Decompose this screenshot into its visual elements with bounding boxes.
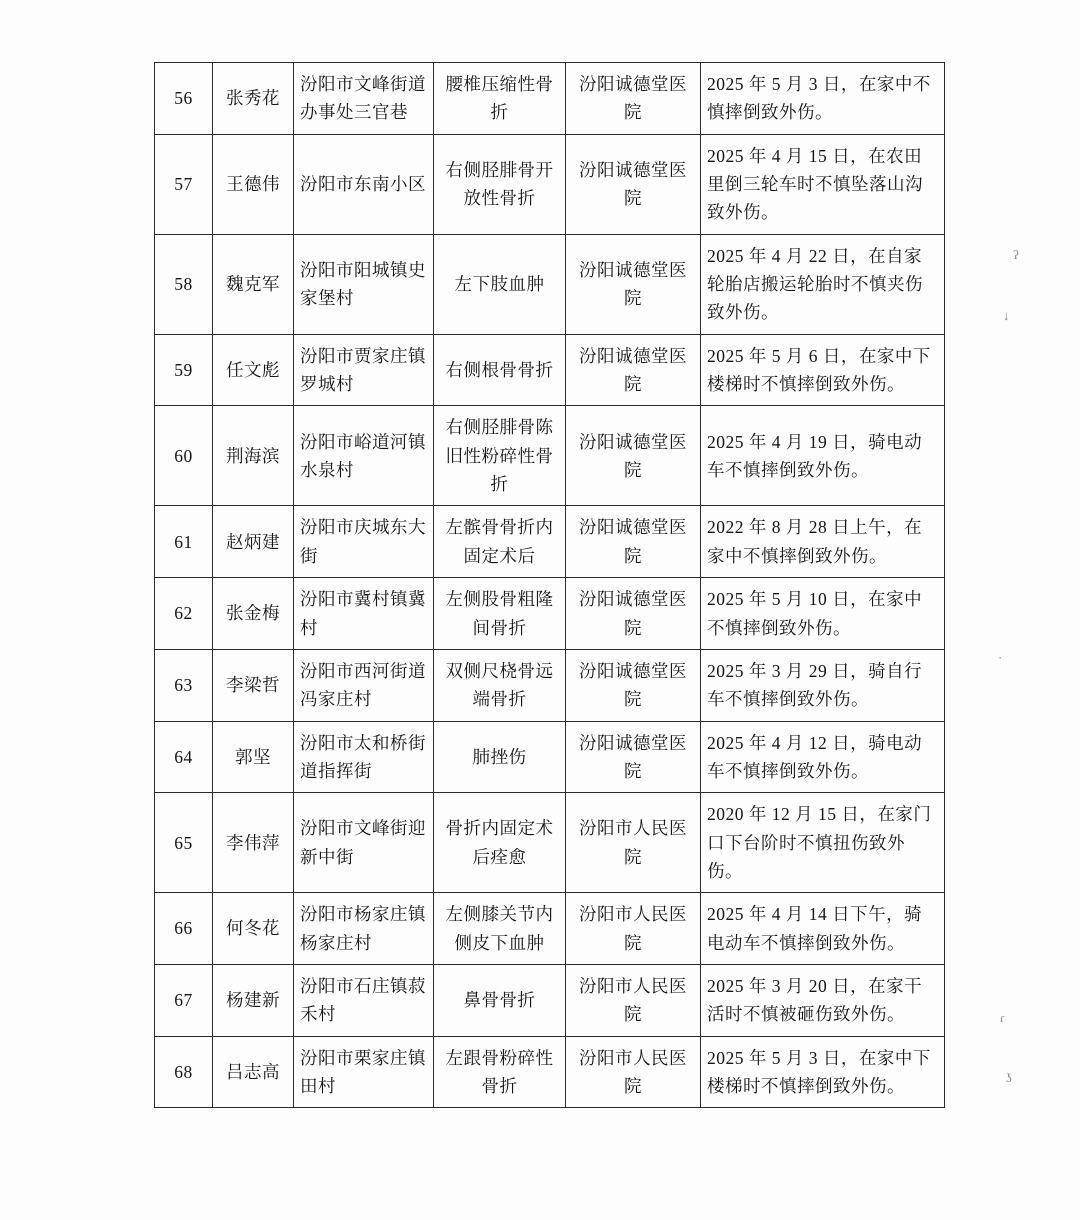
row-name-cell: 魏克军 [213,234,294,334]
row-hospital-cell: 汾阳诚德堂医院 [566,134,701,234]
row-description-cell: 2025 年 4 月 15 日，在农田里倒三轮车时不慎坠落山沟致外伤。 [701,134,945,234]
row-index-cell: 65 [155,793,213,893]
row-description-cell: 2025 年 4 月 19 日，骑电动车不慎摔倒致外伤。 [701,406,945,506]
table-row [155,578,945,650]
row-address-cell: 汾阳市西河街道冯家庄村 [294,649,434,721]
table-body [155,63,945,1108]
row-address-cell: 汾阳市庆城东大街 [294,506,434,578]
row-address-cell: 汾阳市杨家庄镇杨家庄村 [294,893,434,965]
row-name-cell: 任文彪 [213,334,294,406]
row-index-cell: 64 [155,721,213,793]
row-diagnosis-cell: 右侧胫腓骨开放性骨折 [434,134,566,234]
row-index-cell: 60 [155,406,213,506]
row-index-cell: 66 [155,893,213,965]
row-address-cell: 汾阳市东南小区 [294,134,434,234]
table-row [155,649,945,721]
row-name-cell: 李伟萍 [213,793,294,893]
row-diagnosis-cell: 鼻骨骨折 [434,964,566,1036]
row-diagnosis-cell: 左跟骨粉碎性骨折 [434,1036,566,1108]
row-index-cell: 61 [155,506,213,578]
row-index-cell: 56 [155,63,213,135]
row-description-cell: 2025 年 3 月 29 日，骑自行车不慎摔倒致外伤。 [701,649,945,721]
table-row [155,893,945,965]
table-row [155,334,945,406]
row-diagnosis-cell: 左髌骨骨折内固定术后 [434,506,566,578]
row-address-cell: 汾阳市阳城镇史家堡村 [294,234,434,334]
row-index-cell: 63 [155,649,213,721]
row-description-cell: 2025 年 4 月 12 日，骑电动车不慎摔倒致外伤。 [701,721,945,793]
row-diagnosis-cell: 右侧胫腓骨陈旧性粉碎性骨折 [434,406,566,506]
table-row [155,793,945,893]
table-row [155,506,945,578]
row-name-cell: 荆海滨 [213,406,294,506]
row-description-cell: 2025 年 5 月 6 日，在家中下楼梯时不慎摔倒致外伤。 [701,334,945,406]
row-address-cell: 汾阳市峪道河镇水泉村 [294,406,434,506]
table-row [155,1036,945,1108]
scan-artifact-mark: ɾ [1000,1010,1005,1025]
table-row [155,964,945,1036]
row-hospital-cell: 汾阳市人民医院 [566,964,701,1036]
row-name-cell: 杨建新 [213,964,294,1036]
row-description-cell: 2025 年 3 月 20 日，在家干活时不慎被砸伤致外伤。 [701,964,945,1036]
row-hospital-cell: 汾阳诚德堂医院 [566,649,701,721]
row-name-cell: 张金梅 [213,578,294,650]
table-row [155,234,945,334]
row-description-cell: 2020 年 12 月 15 日，在家门口下台阶时不慎扭伤致外伤。 [701,793,945,893]
row-name-cell: 吕志高 [213,1036,294,1108]
row-index-cell: 62 [155,578,213,650]
row-hospital-cell: 汾阳市人民医院 [566,893,701,965]
row-index-cell: 57 [155,134,213,234]
row-address-cell: 汾阳市文峰街迎新中街 [294,793,434,893]
row-address-cell: 汾阳市石庄镇菽禾村 [294,964,434,1036]
row-address-cell: 汾阳市太和桥街道指挥街 [294,721,434,793]
scan-artifact-mark: ʖ [1006,1070,1012,1085]
row-name-cell: 何冬花 [213,893,294,965]
row-hospital-cell: 汾阳诚德堂医院 [566,506,701,578]
table-row [155,134,945,234]
row-diagnosis-cell: 右侧根骨骨折 [434,334,566,406]
row-diagnosis-cell: 腰椎压缩性骨折 [434,63,566,135]
scan-artifact-mark: ʔ [1013,247,1019,262]
row-hospital-cell: 汾阳诚德堂医院 [566,234,701,334]
row-diagnosis-cell: 左侧膝关节内侧皮下血肿 [434,893,566,965]
row-address-cell: 汾阳市文峰街道办事处三官巷 [294,63,434,135]
row-description-cell: 2025 年 4 月 22 日，在自家轮胎店搬运轮胎时不慎夹伤致外伤。 [701,234,945,334]
scan-artifact-mark: · [998,650,1003,665]
row-diagnosis-cell: 左侧股骨粗隆间骨折 [434,578,566,650]
row-description-cell: 2025 年 5 月 3 日，在家中不慎摔倒致外伤。 [701,63,945,135]
row-address-cell: 汾阳市冀村镇冀村 [294,578,434,650]
row-address-cell: 汾阳市贾家庄镇罗城村 [294,334,434,406]
row-name-cell: 郭坚 [213,721,294,793]
injury-records-table-container [154,62,944,1108]
row-hospital-cell: 汾阳市人民医院 [566,793,701,893]
row-index-cell: 59 [155,334,213,406]
row-hospital-cell: 汾阳市人民医院 [566,1036,701,1108]
row-index-cell: 68 [155,1036,213,1108]
scan-artifact-mark: ↓ [1003,308,1010,323]
row-description-cell: 2025 年 4 月 14 日下午，骑电动车不慎摔倒致外伤。 [701,893,945,965]
row-hospital-cell: 汾阳诚德堂医院 [566,578,701,650]
row-hospital-cell: 汾阳诚德堂医院 [566,63,701,135]
row-hospital-cell: 汾阳诚德堂医院 [566,406,701,506]
row-description-cell: 2022 年 8 月 28 日上午，在家中不慎摔倒致外伤。 [701,506,945,578]
table-row [155,63,945,135]
row-index-cell: 58 [155,234,213,334]
row-diagnosis-cell: 肺挫伤 [434,721,566,793]
row-hospital-cell: 汾阳诚德堂医院 [566,721,701,793]
row-diagnosis-cell: 骨折内固定术后痊愈 [434,793,566,893]
table-row [155,721,945,793]
row-diagnosis-cell: 双侧尺桡骨远端骨折 [434,649,566,721]
table-row [155,406,945,506]
row-address-cell: 汾阳市栗家庄镇田村 [294,1036,434,1108]
row-index-cell: 67 [155,964,213,1036]
injury-records-table [154,62,945,1108]
row-name-cell: 赵炳建 [213,506,294,578]
row-name-cell: 李梁哲 [213,649,294,721]
row-hospital-cell: 汾阳诚德堂医院 [566,334,701,406]
row-name-cell: 张秀花 [213,63,294,135]
row-diagnosis-cell: 左下肢血肿 [434,234,566,334]
row-description-cell: 2025 年 5 月 3 日，在家中下楼梯时不慎摔倒致外伤。 [701,1036,945,1108]
row-description-cell: 2025 年 5 月 10 日，在家中不慎摔倒致外伤。 [701,578,945,650]
row-name-cell: 王德伟 [213,134,294,234]
